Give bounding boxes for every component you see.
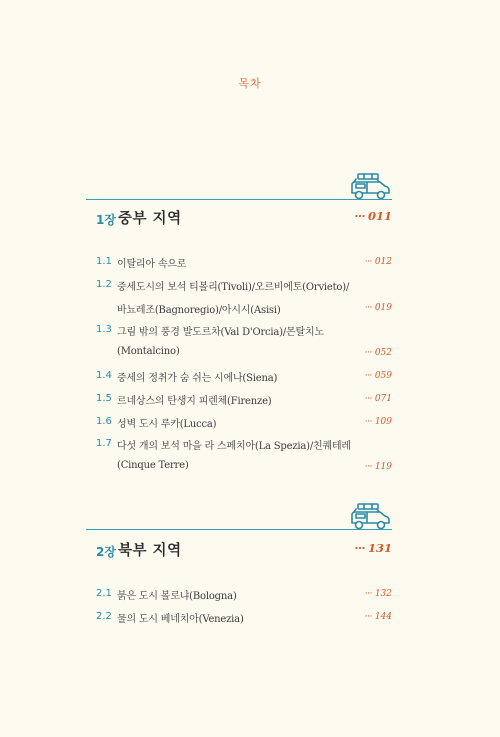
entry-title: 중세도시의 보석 티볼리(Tivoli)/오르비에토(Orvieto)/ — [117, 281, 350, 293]
entry-title: 중세의 정취가 숨 쉬는 시에나(Siena) — [117, 372, 278, 384]
entry-number: 1.5 — [96, 392, 112, 404]
entry-title: 이탈리아 속으로 — [117, 259, 187, 270]
chapter-name: 북부 지역 — [118, 542, 182, 559]
entry-number: 1.2 — [96, 278, 112, 290]
entry-title: 다섯 개의 보석 마을 라 스페치아(La Spezia)/친퀘테레 — [117, 441, 351, 453]
toc-entry — [96, 585, 392, 608]
toc-entry — [96, 321, 392, 344]
entry-page: ··· 109 — [364, 416, 392, 427]
chapter-rule — [86, 529, 392, 530]
toc-entry-continued — [96, 344, 392, 367]
chapter-entries — [96, 253, 392, 481]
entry-title: 바뇨레조(Bagnoregio)/아시시(Asisi) — [117, 304, 281, 316]
toc-entry — [96, 413, 392, 436]
toc-entry-continued — [96, 458, 392, 481]
entry-title: 르네상스의 탄생지 피렌체(Firenze) — [117, 395, 272, 407]
toc-entry — [96, 253, 392, 276]
toc-entry — [96, 390, 392, 413]
car-with-luggage-icon — [348, 502, 392, 532]
entry-title: (Cinque Terre) — [117, 460, 189, 472]
chapter-page: ··· 131 — [354, 541, 392, 555]
chapter-rule — [86, 199, 392, 200]
entry-page: ··· 059 — [364, 370, 392, 381]
entry-number: 1.3 — [96, 324, 112, 336]
chapter-number: 1장 — [96, 213, 116, 227]
entry-page: ··· 052 — [364, 348, 392, 359]
entry-number: 2.1 — [96, 588, 112, 599]
entry-number: 1.7 — [96, 438, 112, 450]
entry-page: ··· 132 — [364, 589, 392, 599]
entry-page: ··· 012 — [364, 257, 392, 267]
entry-page: ··· 019 — [364, 302, 392, 313]
page-title: 목차 — [238, 77, 262, 90]
toc-entry — [96, 435, 392, 458]
entry-number: 1.1 — [96, 256, 112, 267]
chapter-heading — [96, 539, 392, 561]
entry-page: ··· 071 — [364, 393, 392, 404]
entry-page: ··· 119 — [364, 462, 392, 473]
entry-title: 붉은 도시 볼로냐(Bologna) — [117, 591, 237, 602]
entry-number: 1.6 — [96, 415, 112, 427]
entry-title: 성벽 도시 루카(Lucca) — [117, 418, 217, 430]
entry-number: 2.2 — [96, 610, 112, 622]
toc-entry — [96, 367, 392, 390]
entry-page: ··· 144 — [364, 611, 392, 622]
entry-number: 1.4 — [96, 369, 112, 381]
chapter-entries — [96, 585, 392, 631]
chapter-number: 2장 — [96, 545, 116, 559]
entry-title: (Montalcino) — [117, 346, 180, 358]
toc-entry — [96, 276, 392, 299]
toc-entry — [96, 608, 392, 631]
toc-entry-continued — [96, 299, 392, 322]
chapter-heading — [96, 207, 392, 229]
entry-title: 물의 도시 베네치아(Venezia) — [117, 613, 244, 625]
chapter-name: 중부 지역 — [118, 210, 182, 227]
chapter-page: ··· 011 — [354, 209, 392, 223]
car-with-luggage-icon — [348, 172, 392, 202]
entry-title: 그림 밖의 풍경 발도르차(Val D'Orcia)/몬탈치노 — [117, 327, 324, 339]
